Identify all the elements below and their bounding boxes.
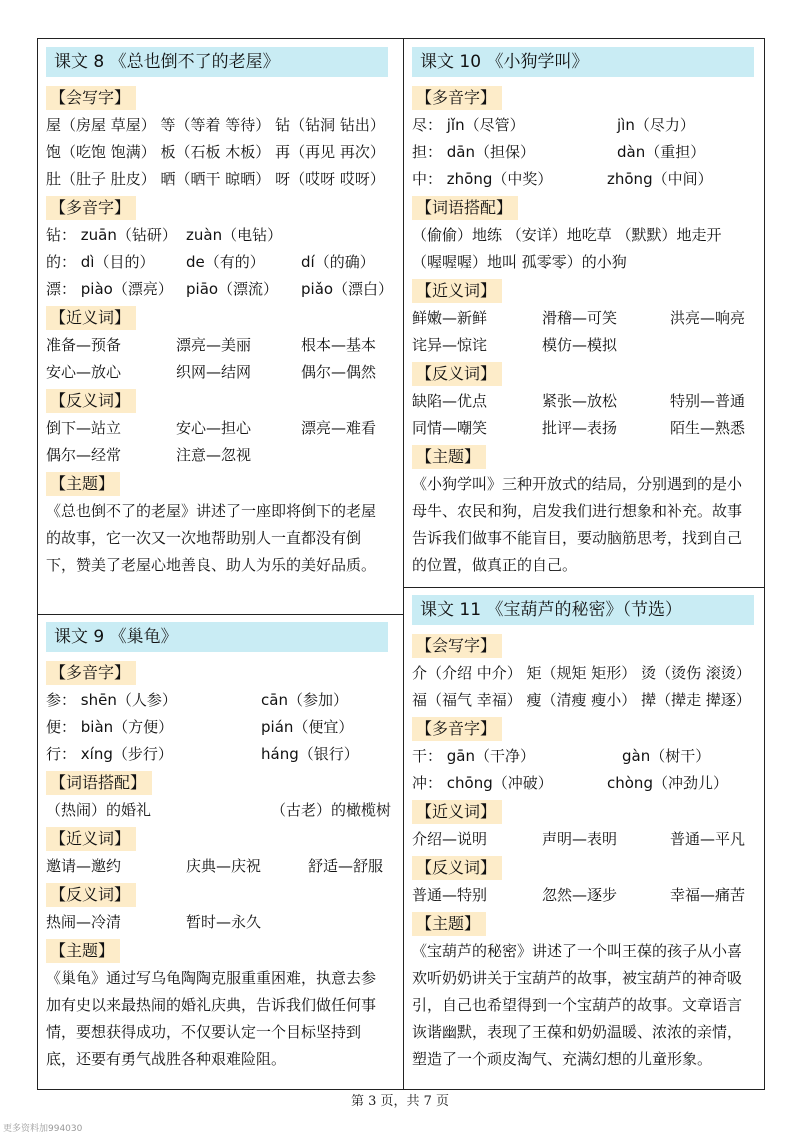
tag-write: 【会写字】 [412,634,502,658]
tag-antonym: 【反义词】 [412,362,502,386]
tag-polyphone: 【多音字】 [46,196,136,220]
lesson-11 [412,595,754,1073]
poly-item: 冲： chōng（冲破） [412,774,553,792]
poly-row [46,276,394,303]
ant-item: 暂时—永久 [186,913,262,931]
ant-item: 缺陷—优点 [412,392,488,410]
syn-item: 鲜嫩—新鲜 [412,309,488,327]
poly-item: de（有的） [186,253,265,271]
ant-item: 漂亮—难看 [301,419,377,437]
poly-item: 担： dān（担保） [412,143,535,161]
ant-item: 忽然—逐步 [542,886,618,904]
theme-text: 《总也倒不了的老屋》讲述了一座即将倒下的老屋的故事，它一次又一次地帮助别人一直都没有倒下，赞美了老屋心地善良、助人为乐的美好品质。 [46,502,377,574]
poly-row [46,741,388,768]
syn-row [46,332,388,359]
write-row: 介（介绍 中介） 矩（规矩 矩形） 烫（烫伤 滚烫） [412,664,751,682]
ant-item: 同情—嘲笑 [412,419,488,437]
write-row: 屋（房屋 草屋） 等（等着 等待） 钻（钻洞 钻出） [46,116,385,134]
poly-item: 干： gān（干净） [412,747,535,765]
poly-item: 尽： jǐn（尽管） [412,116,525,134]
ant-item: 安心—担心 [176,419,252,437]
poly-item: piāo（漂流） [186,280,279,298]
write-row: 饱（吃饱 饱满） 板（石板 木板） 再（再见 再次） [46,143,385,161]
poly-row [412,166,754,193]
poly-row [412,770,754,797]
syn-item: 偶尔—偶然 [301,363,377,381]
poly-item: cān（参加） [261,691,348,709]
ant-item: 热闹—冷清 [46,913,122,931]
col-row [46,797,392,824]
syn-item: 织网—结网 [176,363,252,381]
poly-item: dí（的确） [301,253,375,271]
syn-row [46,853,388,880]
ant-row [412,415,754,442]
poly-row [46,222,388,249]
ant-row [412,882,754,909]
poly-item: piǎo（漂白） [301,280,394,298]
col-item: （古老）的橄榄树 [271,801,392,819]
tag-synonym: 【近义词】 [46,827,136,851]
lesson-9-title: 课文 9 《巢龟》 [46,622,388,652]
poly-item: 钻： zuān（钻研） [46,226,177,244]
syn-row [46,359,388,386]
syn-item: 诧异—惊诧 [412,336,488,354]
ant-row [46,909,388,936]
tag-collocation: 【词语搭配】 [412,196,518,220]
theme-text: 《小狗学叫》三种开放式的结局，分别遇到的是小母牛、农民和狗，启发我们进行想象和补充。故事告诉我们做事不能盲目，要动脑筋思考，找到自己的位置，做真正的自己。 [412,475,743,574]
ant-row [46,415,388,442]
poly-item: 的： dì（目的） [46,253,155,271]
tag-collocation: 【词语搭配】 [46,771,152,795]
poly-item: 便： biàn（方便） [46,718,174,736]
lesson-10-title: 课文 10 《小狗学叫》 [412,47,754,77]
poly-item: jìn（尽力） [617,116,695,134]
tag-polyphone: 【多音字】 [412,86,502,110]
syn-row [412,826,754,853]
page-footer: 第 3 页，共 7 页 [350,1094,450,1109]
column-divider [403,39,404,1089]
syn-item: 庆典—庆祝 [186,857,262,875]
syn-item: 模仿—模拟 [542,336,618,354]
tag-synonym: 【近义词】 [46,306,136,330]
syn-item: 准备—预备 [46,336,122,354]
lesson-10 [412,47,754,579]
ant-item: 偶尔—经常 [46,446,122,464]
poly-row [412,139,754,166]
watermark-text: 更多资料加994030 [3,1124,83,1134]
tag-antonym: 【反义词】 [46,389,136,413]
poly-item: dàn（重担） [617,143,706,161]
lesson-8-title: 课文 8 《总也倒不了的老屋》 [46,47,388,77]
syn-item: 滑稽—可笑 [542,309,618,327]
syn-item: 普通—平凡 [670,830,746,848]
poly-row [46,687,388,714]
tag-synonym: 【近义词】 [412,800,502,824]
poly-item: 参： shēn（人参） [46,691,177,709]
poly-item: háng（银行） [261,745,359,763]
poly-row [412,743,754,770]
page-grid [37,38,765,1090]
write-row: 福（福气 幸福） 瘦（清瘦 瘦小） 撵（撵走 撵逐） [412,691,751,709]
tag-antonym: 【反义词】 [46,883,136,907]
right-row-divider [403,587,764,588]
syn-row [412,305,754,332]
ant-row [46,442,388,469]
poly-row [46,249,388,276]
syn-item: 洪亮—响亮 [670,309,746,327]
poly-item: zhōng（中间） [607,170,713,188]
tag-theme: 【主题】 [412,912,486,936]
theme-text: 《巢龟》通过写乌龟陶陶克服重重困难，执意去参加有史以来最热闹的婚礼庆典，告诉我们做任何事情，要想获得成功，不仅要认定一个目标坚持到底，还要有勇气战胜各种艰难险阻。 [46,969,377,1068]
ant-item: 紧张—放松 [542,392,618,410]
syn-item: 舒适—舒服 [308,857,384,875]
theme-text: 《宝葫芦的秘密》讲述了一个叫王葆的孩子从小喜欢听奶奶讲关于宝葫芦的故事，被宝葫芦的神奇吸引，自己也希望得到一个宝葫芦的故事。文章语言诙谐幽默，表现了王葆和奶奶温暖、浓浓的亲情，塑造了一个顽皮淘气、充满幻想的儿童形象。 [412,942,743,1068]
tag-polyphone: 【多音字】 [46,661,136,685]
write-row: 肚（肚子 肚皮） 晒（晒干 晾晒） 呀（哎呀 哎呀） [46,170,385,188]
ant-item: 普通—特别 [412,886,488,904]
syn-item: 漂亮—美丽 [176,336,252,354]
col-row: （偷偷）地练 （安详）地吃草 （默默）地走开 [412,226,722,244]
tag-theme: 【主题】 [46,939,120,963]
ant-item: 注意—忽视 [176,446,252,464]
col-row: （喔喔喔）地叫 孤零零）的小狗 [412,253,627,271]
lesson-9 [46,622,392,1073]
tag-theme: 【主题】 [412,445,486,469]
ant-item: 倒下—站立 [46,419,122,437]
ant-row [412,388,754,415]
syn-item: 介绍—说明 [412,830,488,848]
ant-item: 特别—普通 [670,392,746,410]
lesson-8 [46,47,394,579]
tag-synonym: 【近义词】 [412,279,502,303]
poly-item: gàn（树干） [622,747,711,765]
left-row-divider [38,614,403,615]
ant-item: 陌生—熟悉 [670,419,746,437]
syn-row [412,332,754,359]
poly-item: pián（便宜） [261,718,354,736]
lesson-11-title: 课文 11 《宝葫芦的秘密》（节选） [412,595,754,625]
poly-item: chòng（冲劲儿） [607,774,728,792]
poly-row [412,112,754,139]
poly-row [46,714,388,741]
syn-item: 邀请—邀约 [46,857,122,875]
poly-item: 行： xíng（步行） [46,745,173,763]
tag-antonym: 【反义词】 [412,856,502,880]
tag-theme: 【主题】 [46,472,120,496]
syn-item: 根本—基本 [301,336,377,354]
poly-item: zuàn（电钻） [186,226,283,244]
poly-item: 漂： piào（漂亮） [46,280,173,298]
ant-item: 批评—表扬 [542,419,618,437]
tag-write: 【会写字】 [46,86,136,110]
tag-polyphone: 【多音字】 [412,717,502,741]
ant-item: 幸福—痛苦 [670,886,746,904]
poly-item: 中： zhōng（中奖） [412,170,553,188]
syn-item: 安心—放心 [46,363,122,381]
col-item: （热闹）的婚礼 [46,801,152,819]
syn-item: 声明—表明 [542,830,618,848]
